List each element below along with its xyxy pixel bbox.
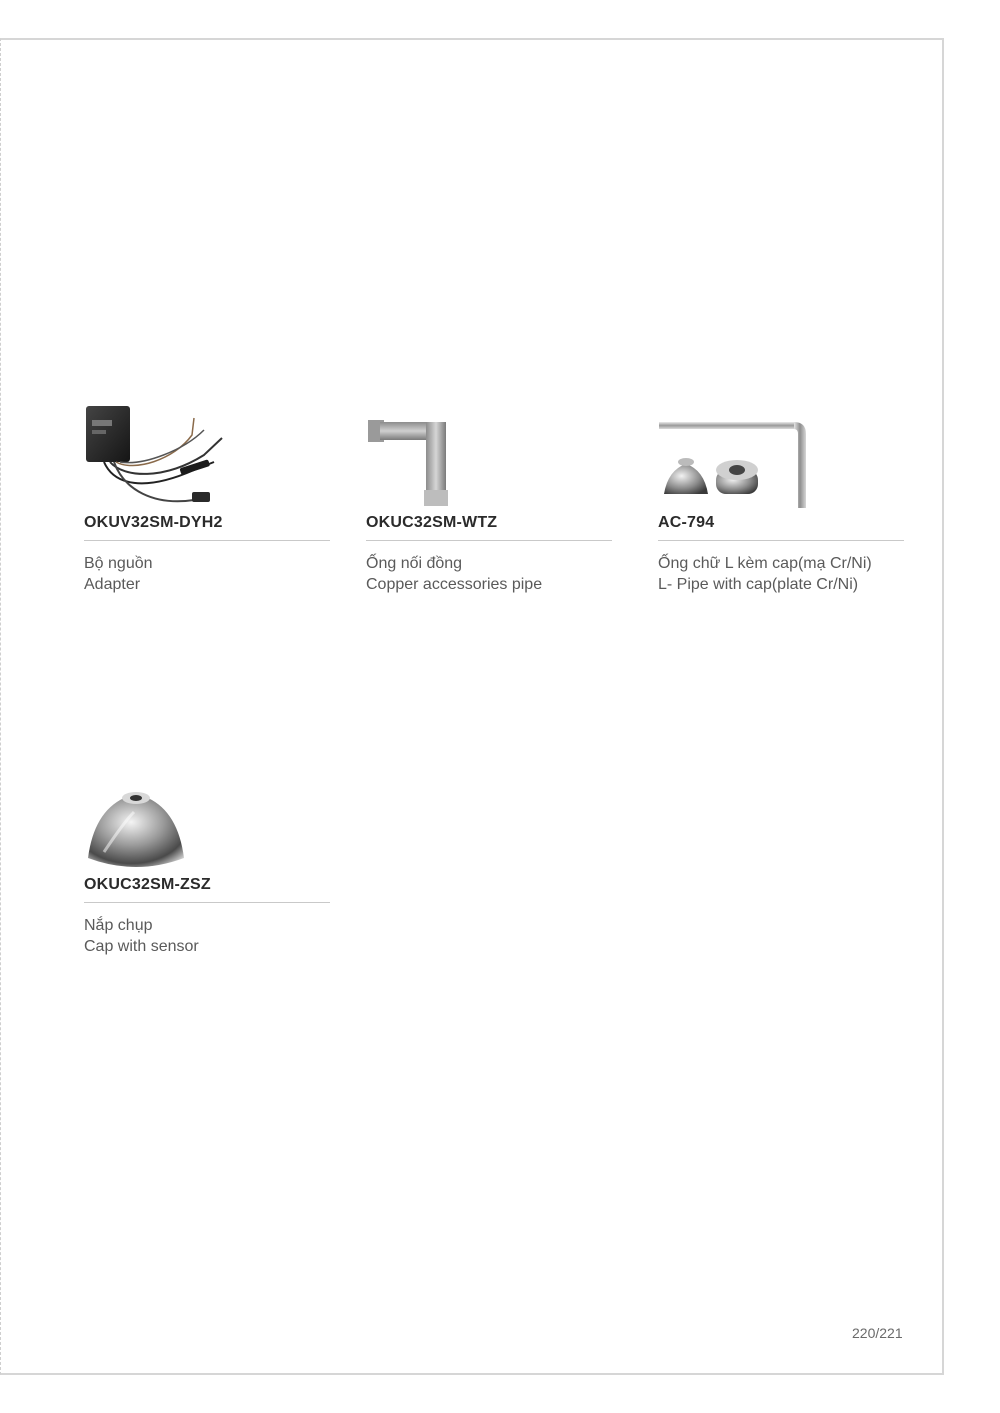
product-card-l-pipe (658, 390, 904, 595)
product-code: OKUC32SM-ZSZ (84, 876, 330, 903)
product-name-en: Copper accessories pipe (366, 576, 543, 593)
page-frame (0, 38, 944, 1375)
product-name-en: Adapter (84, 576, 141, 593)
product-name-vi: Ống nối đồng (366, 555, 463, 572)
adapter-image (84, 390, 330, 510)
l-pipe-image (658, 390, 904, 510)
product-code: AC-794 (658, 514, 904, 541)
product-card-adapter (84, 390, 330, 595)
product-name-vi: Ống chữ L kèm cap(mạ Cr/Ni) (658, 555, 872, 572)
copper-pipe-image (366, 390, 612, 510)
sensor-cap-image (84, 752, 330, 872)
page-number: 220/221 (852, 1325, 903, 1341)
product-name-vi: Bộ nguồn (84, 555, 153, 572)
product-name-vi: Nắp chụp (84, 917, 153, 934)
product-card-copper-pipe (366, 390, 612, 595)
product-card-sensor-cap (84, 752, 330, 957)
product-name-en: L- Pipe with cap(plate Cr/Ni) (658, 576, 859, 593)
product-code: OKUV32SM-DYH2 (84, 514, 330, 541)
product-code: OKUC32SM-WTZ (366, 514, 612, 541)
product-name-en: Cap with sensor (84, 938, 199, 955)
